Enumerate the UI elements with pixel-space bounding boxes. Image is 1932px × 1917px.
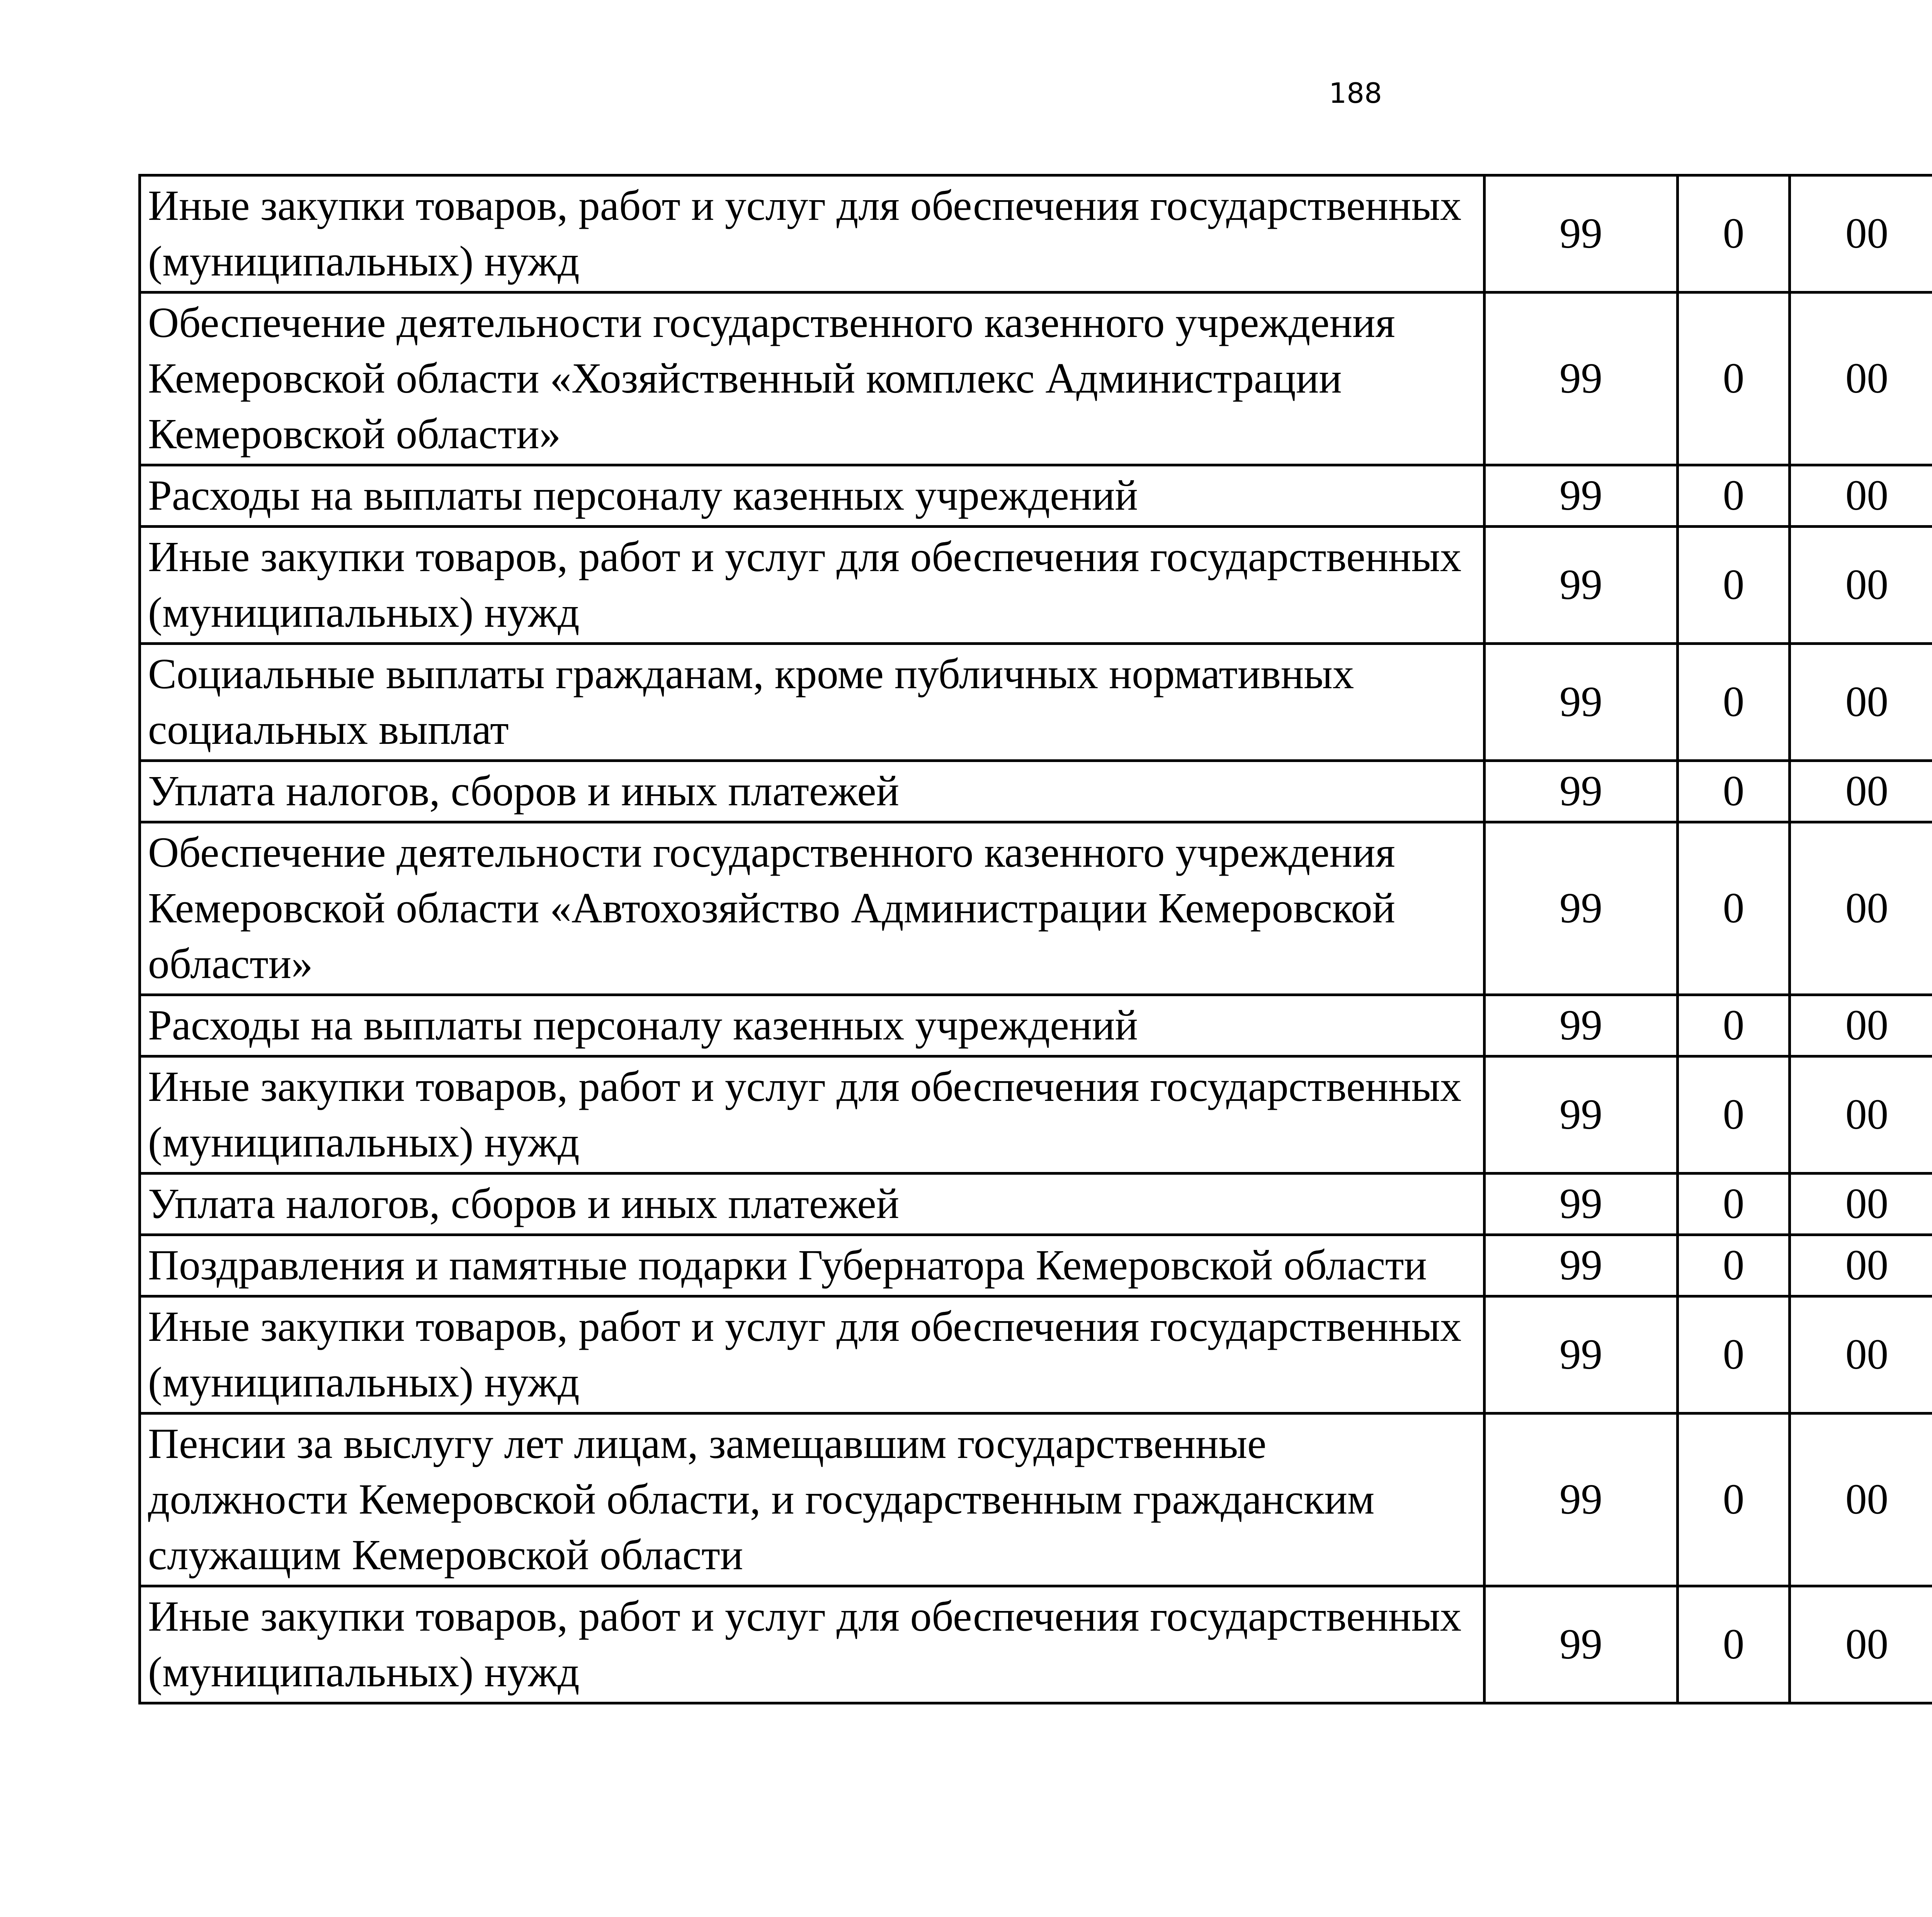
table-row [140,761,1932,822]
row-code-2: 0 [1678,1174,1790,1235]
table-row [140,1296,1932,1414]
row-code-2: 0 [1678,175,1790,293]
row-code-3: 00 [1790,1586,1932,1703]
row-code-1: 99 [1485,822,1678,995]
row-code-2: 0 [1678,995,1790,1056]
row-description: Обеспечение деятельности государственного казенного учреждения Кемеровской области «Автохозяйство Администрации Кемеровской области» [140,822,1485,995]
row-description: Расходы на выплаты персоналу казенных учреждений [140,995,1485,1056]
row-code-2: 0 [1678,644,1790,761]
row-code-1: 99 [1485,1235,1678,1296]
row-description: Социальные выплаты гражданам, кроме публичных нормативных социальных выплат [140,644,1485,761]
table-row [140,1235,1932,1296]
table-row [140,465,1932,527]
row-code-2: 0 [1678,761,1790,822]
row-code-1: 99 [1485,1056,1678,1174]
table-row [140,995,1932,1056]
table-row [140,1174,1932,1235]
row-code-1: 99 [1485,1296,1678,1414]
row-code-1: 99 [1485,1586,1678,1703]
table-row [140,527,1932,644]
table-row [140,822,1932,995]
row-description: Поздравления и памятные подарки Губернатора Кемеровской области [140,1235,1485,1296]
table-row [140,175,1932,293]
row-code-3: 00 [1790,822,1932,995]
row-code-1: 99 [1485,527,1678,644]
table-row [140,1586,1932,1703]
row-description: Обеспечение деятельности государственного казенного учреждения Кемеровской области «Хозяйственный комплекс Администрации Кемеровской области» [140,293,1485,465]
row-code-1: 99 [1485,1174,1678,1235]
row-code-2: 0 [1678,1586,1790,1703]
table-row [140,644,1932,761]
row-code-2: 0 [1678,527,1790,644]
row-code-3: 00 [1790,293,1932,465]
row-description: Расходы на выплаты персоналу казенных учреждений [140,465,1485,527]
row-description: Уплата налогов, сборов и иных платежей [140,761,1485,822]
budget-table [138,174,1932,1704]
table-row [140,1414,1932,1586]
row-description: Иные закупки товаров, работ и услуг для обеспечения государственных (муниципальных) нужд [140,1586,1485,1703]
row-description: Иные закупки товаров, работ и услуг для обеспечения государственных (муниципальных) нужд [140,527,1485,644]
row-code-2: 0 [1678,1235,1790,1296]
row-code-3: 00 [1790,1174,1932,1235]
row-code-2: 0 [1678,1414,1790,1586]
row-code-2: 0 [1678,293,1790,465]
page-number: 188 [1329,77,1382,109]
row-description: Уплата налогов, сборов и иных платежей [140,1174,1485,1235]
row-code-3: 00 [1790,995,1932,1056]
row-code-3: 00 [1790,644,1932,761]
table-row [140,1056,1932,1174]
row-code-3: 00 [1790,1235,1932,1296]
row-code-1: 99 [1485,293,1678,465]
row-code-1: 99 [1485,1414,1678,1586]
row-description: Иные закупки товаров, работ и услуг для обеспечения государственных (муниципальных) нужд [140,1056,1485,1174]
row-description: Пенсии за выслугу лет лицам, замещавшим государственные должности Кемеровской области, и государственным гражданским служащим Кемеровской области [140,1414,1485,1586]
row-code-3: 00 [1790,1296,1932,1414]
row-code-3: 00 [1790,1056,1932,1174]
row-code-1: 99 [1485,465,1678,527]
row-code-3: 00 [1790,175,1932,293]
row-code-3: 00 [1790,761,1932,822]
row-code-2: 0 [1678,1056,1790,1174]
row-code-3: 00 [1790,1414,1932,1586]
row-code-1: 99 [1485,175,1678,293]
row-description: Иные закупки товаров, работ и услуг для обеспечения государственных (муниципальных) нужд [140,175,1485,293]
row-code-1: 99 [1485,761,1678,822]
row-code-1: 99 [1485,644,1678,761]
row-code-2: 0 [1678,822,1790,995]
table-row [140,293,1932,465]
row-code-3: 00 [1790,527,1932,644]
row-code-3: 00 [1790,465,1932,527]
row-description: Иные закупки товаров, работ и услуг для обеспечения государственных (муниципальных) нужд [140,1296,1485,1414]
row-code-1: 99 [1485,995,1678,1056]
row-code-2: 0 [1678,465,1790,527]
row-code-2: 0 [1678,1296,1790,1414]
